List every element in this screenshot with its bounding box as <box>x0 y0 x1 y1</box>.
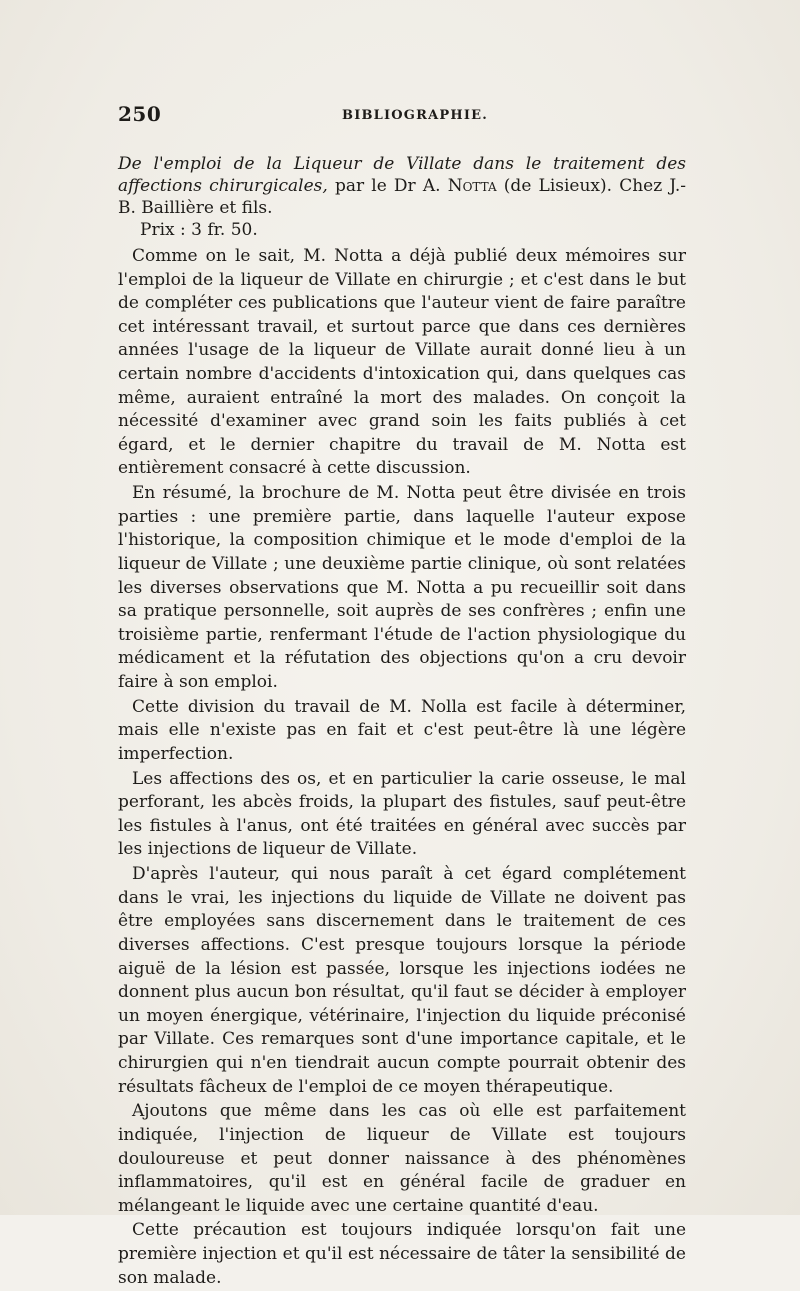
page-number: 250 <box>118 102 162 126</box>
running-head: BIBLIOGRAPHIE. <box>342 108 488 123</box>
entry-author-name: Notta <box>447 176 497 196</box>
paragraph: Cette division du travail de M. Nolla est facile à déterminer, mais elle n'existe pas en fait et c'est peut-être là une légère imperfection. <box>118 696 686 764</box>
bibliographic-entry <box>118 153 686 241</box>
paragraph: Les affections des os, et en particulier la carie osseuse, le mal perforant, les abcès froids, la plupart des fistules, sauf peut-être les fistules à l'anus, ont été traitées en général avec succès par les injections de liqueur de Villate. <box>118 768 686 860</box>
entry-title: De l'emploi de la Liqueur de Villate dans le traitement des affections chirurgicales, <box>118 154 686 196</box>
paragraph: D'après l'auteur, qui nous paraît à cet égard complétement dans le vrai, les injections du liquide de Villate ne doivent pas être employées sans discernement dans le traitement de ces diverses affections. C'est presque toujours lorsque la période aiguë de la lésion est passée, lorsque les injections iodées ne donnent plus aucun bon résultat, qu'il faut se décider à employer un moyen énergique, vétérinaire, l'injection du liquide préconisé par Villate. Ces remarques sont d'une importance capitale, et le chirurgien qui n'en tiendrait aucun compte pourrait obtenir des résultats fâcheux de l'emploi de ce moyen thérapeutique. <box>118 864 686 1097</box>
entry-publisher: (de Lisieux). Chez J.-B. Baillière et fils. <box>118 176 686 218</box>
review-body <box>118 245 686 1291</box>
entry-author-prefix: par le Dr A. <box>327 176 448 196</box>
entry-price: Prix : 3 fr. 50. <box>140 220 258 240</box>
paragraph: En résumé, la brochure de M. Notta peut être divisée en trois parties : une première partie, dans laquelle l'auteur expose l'historique, la composition chimique et le mode d'emploi de la liqueur de Villate ; une deuxième partie clinique, où sont relatées les diverses observations que M. Notta a pu recueillir soit dans sa pratique personnelle, soit auprès de ses confrères ; enfin une troisième partie, renfermant l'étude de l'action physiologique du médicament et la réfutation des objections qu'on a cru devoir faire à son emploi. <box>118 483 686 692</box>
paragraph: Cette précaution est toujours indiquée lorsqu'on fait une première injection et qu'il est nécessaire de tâter la sensibilité de son malade. <box>118 1220 686 1288</box>
paragraph: Ajoutons que même dans les cas où elle est parfaitement indiquée, l'injection de liqueur de Villate est toujours douloureuse et peut donner naissance à des phénomènes inflammatoires, qu'il est en général facile de graduer en mélangeant le liquide avec une certaine quantité d'eau. <box>118 1101 686 1216</box>
paragraph: Comme on le sait, M. Notta a déjà publié deux mémoires sur l'emploi de la liqueur de Villate en chirurgie ; et c'est dans le but de compléter ces publications que l'auteur vient de faire paraître cet intéressant travail, et surtout parce que dans ces dernières années l'usage de la liqueur de Villate aurait donné lieu à un certain nombre d'accidents d'intoxication qui, dans quelques cas même, auraient entraîné la mort des malades. On conçoit la nécessité d'examiner avec grand soin les faits publiés à cet égard, et le dernier chapitre du travail de M. Notta est entièrement consacré à cette discussion. <box>118 246 686 479</box>
page-header <box>118 100 686 130</box>
